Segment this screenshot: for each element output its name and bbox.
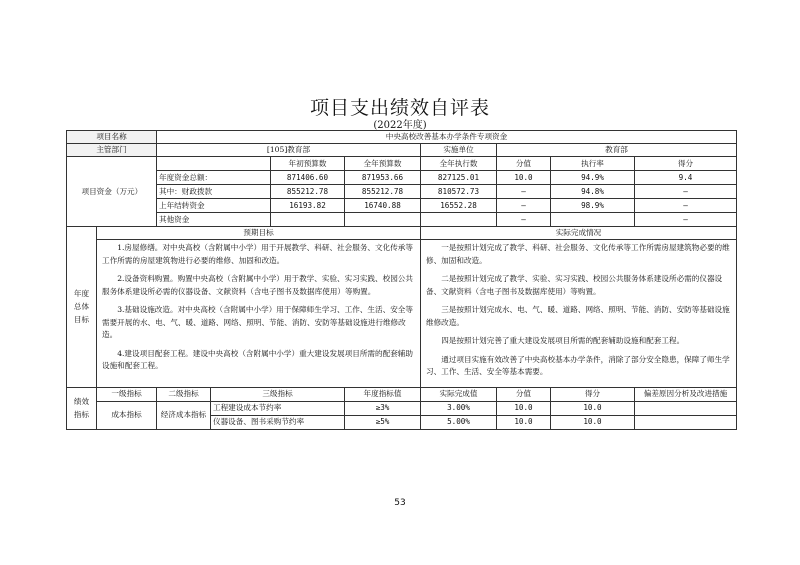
- ind-row-actual: 5.00%: [421, 415, 497, 429]
- impl-unit-label: 实施单位: [421, 144, 497, 157]
- funds-label: 项目资金（万元）: [67, 157, 157, 227]
- page-title: 项目支出绩效自评表: [309, 97, 490, 119]
- ind-col-level1: 一级指标: [97, 387, 157, 401]
- goals-header-row: [67, 227, 737, 240]
- actual-goal-item: 三是按照计划完成水、电、气、暖、道路、网络、照明、节能、消防、安防等基础设施维修改造。: [426, 305, 730, 327]
- funds-row-score-val: —: [497, 199, 551, 213]
- ind-row-note: [635, 401, 737, 415]
- ind-col-level2: 二级指标: [157, 387, 211, 401]
- ind-level2-value: 经济成本指标: [157, 401, 211, 429]
- ind-col-target: 年度指标值: [345, 387, 421, 401]
- funds-row-rate: 94.8%: [551, 185, 635, 199]
- funds-row: [67, 213, 737, 227]
- funds-row-budget: 16193.82: [271, 199, 345, 213]
- funds-row-budget: 871406.60: [271, 171, 345, 185]
- ind-col-score: 得分: [551, 387, 635, 401]
- dept-value: [105]教育部: [157, 144, 421, 157]
- indicators-label: 绩效指标: [67, 387, 97, 429]
- project-name-row: [67, 131, 737, 144]
- page-number: 53: [394, 498, 406, 508]
- expected-goals-text: [97, 240, 421, 388]
- indicator-row: [67, 401, 737, 415]
- funds-row-name: 年度资金总额：: [157, 171, 271, 185]
- ind-level1-value: 成本指标: [97, 401, 157, 429]
- ind-col-note: 偏差原因分析及改进措施: [635, 387, 737, 401]
- funds-row-budget: [271, 213, 345, 227]
- ind-row-name: 工程建设成本节约率: [211, 401, 345, 415]
- funds-row-exec: 16552.28: [421, 199, 497, 213]
- funds-row: [67, 185, 737, 199]
- funds-row-annual: 871953.66: [345, 171, 421, 185]
- funds-row: [67, 199, 737, 213]
- department-row: [67, 144, 737, 157]
- ind-row-score-val: 10.0: [497, 401, 551, 415]
- expected-goal-item: 4.建设项目配套工程。建设中央高校（含附属中小学）重大建设发展项目所需的配套辅助设施和配套工程。: [102, 348, 413, 370]
- ind-row-score: 10.0: [551, 415, 635, 429]
- funds-row-budget: 855212.78: [271, 185, 345, 199]
- actual-goal-item: 二是按照计划完成了教学、实验、实习实践、校园公共服务体系建设所必需的仪器设备、文献资料（含电子图书及数据库使用）等购置。: [426, 274, 723, 296]
- expected-goal-item: 1.房屋修缮。对中央高校（含附属中小学）用于开展教学、科研、社会服务、文化传承等工作所需的房屋建筑物进行必要的维修、加固和改造。: [102, 243, 413, 265]
- funds-row-score-val: —: [497, 213, 551, 227]
- funds-row-annual: 16740.88: [345, 199, 421, 213]
- ind-row-name: 仪器设备、图书采购节约率: [211, 415, 345, 429]
- dept-label: 主管部门: [67, 144, 157, 157]
- actual-goals-text: [421, 240, 737, 388]
- funds-row-name: 上年结转资金: [157, 199, 271, 213]
- performance-table: [66, 130, 737, 430]
- funds-row-score: —: [635, 213, 737, 227]
- funds-row-exec: 827125.01: [421, 171, 497, 185]
- funds-col-score-val: 分值: [497, 157, 551, 171]
- funds-row-score-val: 10.0: [497, 171, 551, 185]
- project-name-value: 中央高校改善基本办学条件专项资金: [157, 131, 737, 144]
- impl-unit-value: 教育部: [497, 144, 737, 157]
- funds-col-rate: 执行率: [551, 157, 635, 171]
- goals-label: 年度总体目标: [67, 227, 97, 388]
- funds-row-rate: [551, 213, 635, 227]
- page-subtitle: (2022年度): [373, 120, 427, 131]
- funds-row-annual: [345, 213, 421, 227]
- funds-row-rate: 98.9%: [551, 199, 635, 213]
- expected-goal-item: 2.设备资料购置。购置中央高校（含附属中小学）用于教学、实验、实习实践、校园公共服务体系建设所必需的仪器设备、文献资料（含电子图书及数据库使用）等购置。: [102, 274, 413, 296]
- project-name-label: 项目名称: [67, 131, 157, 144]
- funds-row-score: —: [635, 199, 737, 213]
- ind-col-score-val: 分值: [497, 387, 551, 401]
- ind-col-actual: 实际完成值: [421, 387, 497, 401]
- goals-content-row: [67, 240, 737, 388]
- ind-row-score-val: 10.0: [497, 415, 551, 429]
- funds-col-budget: 年初预算数: [271, 157, 345, 171]
- expected-goal-item: 3.基础设施改造。对中央高校（含附属中小学）用于保障师生学习、工作、生活、安全等需要开展的水、电、气、暖、道路、网络、照明、节能、消防、安防等基础设施进行维修改造。: [102, 305, 413, 339]
- ind-col-level3: 三级指标: [211, 387, 345, 401]
- funds-blank: [157, 157, 271, 171]
- funds-col-annual: 全年预算数: [345, 157, 421, 171]
- funds-col-exec: 全年执行数: [421, 157, 497, 171]
- ind-row-target: ≥5%: [345, 415, 421, 429]
- funds-row-name: 其他资金: [157, 213, 271, 227]
- actual-goal-item: 通过项目实施有效改善了中央高校基本办学条件，消除了部分安全隐患，保障了师生学习、工作、生活、安全等基本需要。: [426, 354, 730, 376]
- funds-row-score: —: [635, 185, 737, 199]
- funds-header-row: [67, 157, 737, 171]
- expected-goals-header: 预期目标: [97, 227, 421, 240]
- funds-row-annual: 855212.78: [345, 185, 421, 199]
- funds-col-score: 得分: [635, 157, 737, 171]
- actual-goals-header: 实际完成情况: [421, 227, 737, 240]
- ind-row-note: [635, 415, 737, 429]
- funds-row-score: 9.4: [635, 171, 737, 185]
- funds-row-name: 其中：财政拨款: [157, 185, 271, 199]
- funds-row-score-val: —: [497, 185, 551, 199]
- funds-row-exec: 810572.73: [421, 185, 497, 199]
- actual-goal-item: 四是按照计划完善了重大建设发展项目所需的配套辅助设施和配套工程。: [441, 336, 685, 345]
- ind-row-score: 10.0: [551, 401, 635, 415]
- funds-row-exec: [421, 213, 497, 227]
- funds-row: [67, 171, 737, 185]
- ind-row-target: ≥3%: [345, 401, 421, 415]
- ind-row-actual: 3.00%: [421, 401, 497, 415]
- funds-row-rate: 94.9%: [551, 171, 635, 185]
- actual-goal-item: 一是按照计划完成了教学、科研、社会服务、文化传承等工作所需房屋建筑物必要的维修、加固和改造。: [426, 243, 730, 265]
- indicators-header-row: [67, 387, 737, 401]
